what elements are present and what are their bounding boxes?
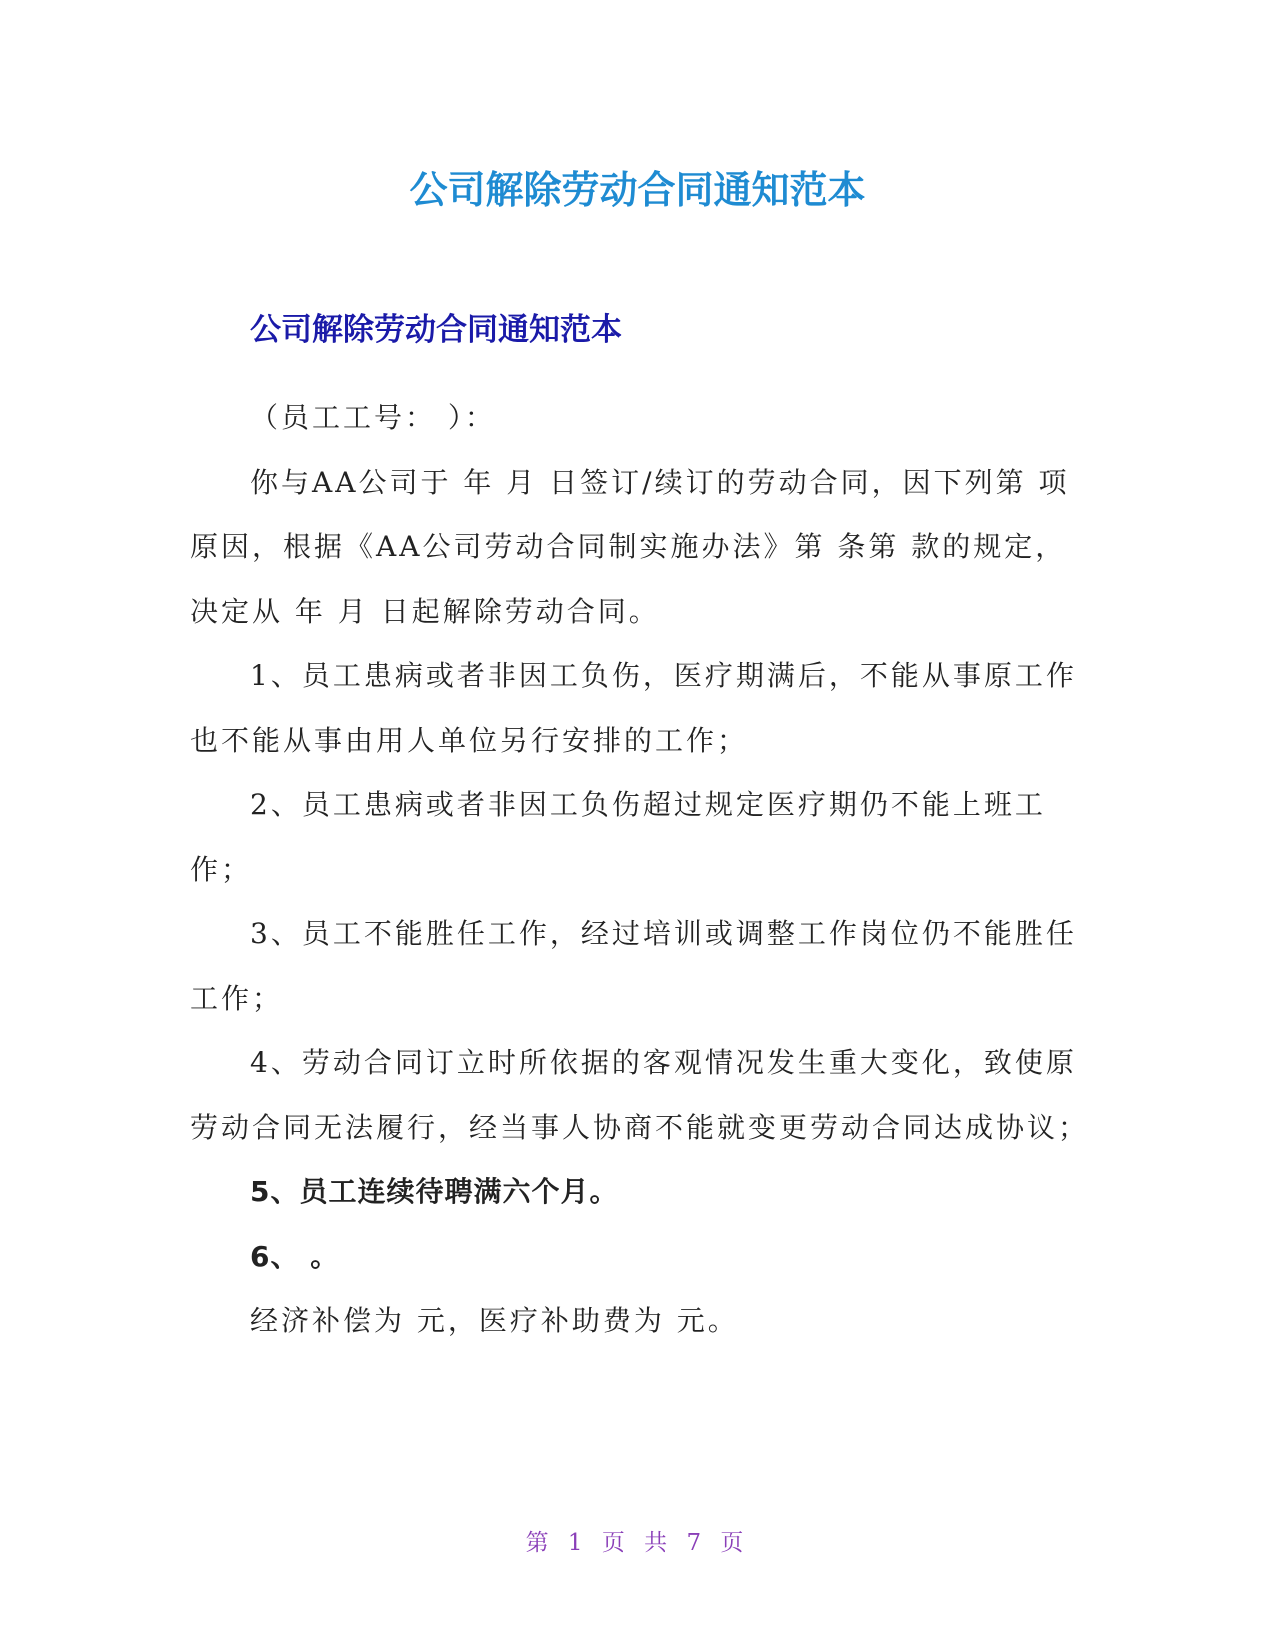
notice-paragraph: 你与AA公司于 年 月 日签订/续订的劳动合同，因下列第 项原因，根据《AA公司劳动合同制实施办法》第 条第 款的规定，决定从 年 月 日起解除劳动合同。 bbox=[190, 465, 1070, 628]
document-title: 公司解除劳动合同通知范本 bbox=[409, 168, 866, 212]
page-number-footer: 第 1 页 共 7 页 bbox=[525, 1530, 750, 1556]
reason-item-1: 1、员工患病或者非因工负伤，医疗期满后，不能从事原工作也不能从事由用人单位另行安排的工作； bbox=[190, 659, 1077, 757]
recipient-line: （员工工号： ）： bbox=[250, 401, 496, 434]
reason-item-6: 6、 。 bbox=[250, 1239, 340, 1273]
document-body bbox=[190, 386, 1090, 1354]
compensation-line: 经济补偿为 元，医疗补助费为 元。 bbox=[250, 1304, 739, 1337]
reason-item-3: 3、员工不能胜任工作，经过培训或调整工作岗位仍不能胜任工作； bbox=[190, 917, 1077, 1015]
reason-item-4: 4、劳动合同订立时所依据的客观情况发生重大变化，致使原劳动合同无法履行，经当事人协商不能就变更劳动合同达成协议； bbox=[190, 1046, 1090, 1144]
section-heading: 公司解除劳动合同通知范本 bbox=[250, 312, 622, 348]
reason-item-5: 5、员工连续待聘满六个月。 bbox=[250, 1175, 619, 1208]
reason-item-2: 2、员工患病或者非因工负伤超过规定医疗期仍不能上班工作； bbox=[190, 788, 1046, 886]
